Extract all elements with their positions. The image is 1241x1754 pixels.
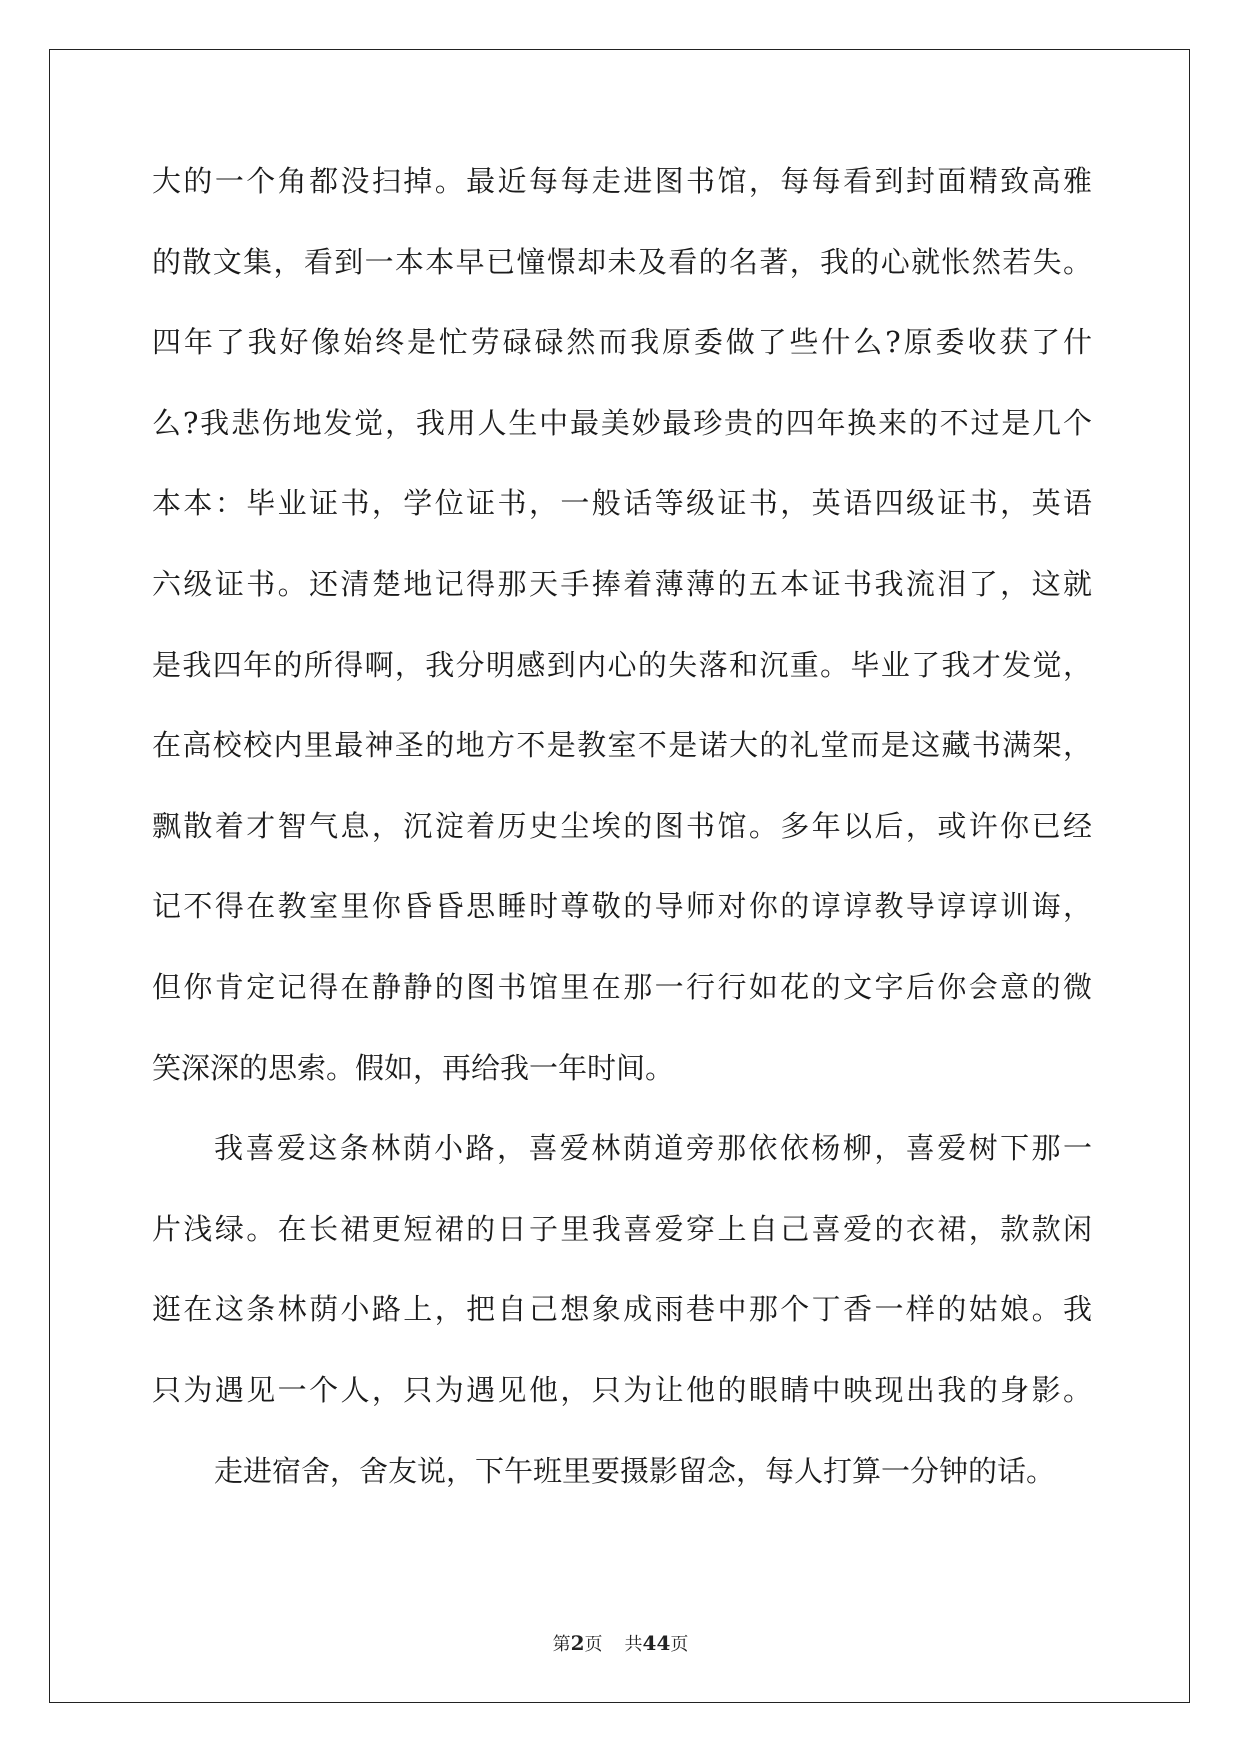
text-line: 本本：毕业证书，学位证书，一般话等级证书，英语四级证书，英语: [152, 486, 1092, 521]
total-pages: 44: [642, 1631, 671, 1655]
text-line: 飘散着才智气息，沉淀着历史尘埃的图书馆。多年以后，或许你已经: [152, 808, 1092, 843]
page-suffix: 页: [584, 1634, 603, 1655]
page-prefix: 第: [552, 1634, 571, 1655]
document-body: [152, 163, 1092, 1533]
text-line: 但你肯定记得在静静的图书馆里在那一行行如花的文字后你会意的微: [152, 969, 1092, 1004]
text-line: 记不得在教室里你昏昏思睡时尊敬的导师对你的谆谆教导谆谆训诲，: [152, 889, 1092, 924]
text-line: 只为遇见一个人，只为遇见他，只为让他的眼睛中映现出我的身影。: [152, 1372, 1092, 1407]
text-line: 逛在这条林荫小路上，把自己想象成雨巷中那个丁香一样的姑娘。我: [152, 1292, 1092, 1327]
text-line: 大的一个角都没扫掉。最近每每走进图书馆，每每看到封面精致高雅: [152, 164, 1092, 198]
text-line: 片浅绿。在长裙更短裙的日子里我喜爱穿上自己喜爱的衣裙，款款闲: [152, 1211, 1092, 1246]
total-suffix: 页: [670, 1634, 689, 1655]
text-line: 么?我悲伤地发觉，我用人生中最美妙最珍贵的四年换来的不过是几个: [152, 405, 1092, 440]
text-line: 六级证书。还清楚地记得那天手捧着薄薄的五本证书我流泪了，这就: [152, 566, 1092, 601]
paragraph-first-line: 走进宿舍，舍友说，下午班里要摄影留念，每人打算一分钟的话。: [214, 1453, 1056, 1488]
text-line: 的散文集，看到一本本早已憧憬却未及看的名著，我的心就怅然若失。: [152, 244, 1092, 279]
text-line: 在高校校内里最神圣的地方不是教室不是诺大的礼堂而是这藏书满架，: [152, 728, 1092, 763]
page-footer: [0, 1630, 1241, 1656]
text-line: 是我四年的所得啊，我分明感到内心的失落和沉重。毕业了我才发觉，: [152, 647, 1092, 682]
paragraph-first-line: 我喜爱这条林荫小路，喜爱林荫道旁那依依杨柳，喜爱树下那一: [214, 1131, 1092, 1166]
text-line: 四年了我好像始终是忙劳碌碌然而我原委做了些什么?原委收获了什: [152, 325, 1092, 360]
total-prefix: 共: [624, 1634, 643, 1655]
page-number: 2: [570, 1631, 585, 1655]
text-line: 笑深深的思索。假如，再给我一年时间。: [152, 1050, 675, 1085]
